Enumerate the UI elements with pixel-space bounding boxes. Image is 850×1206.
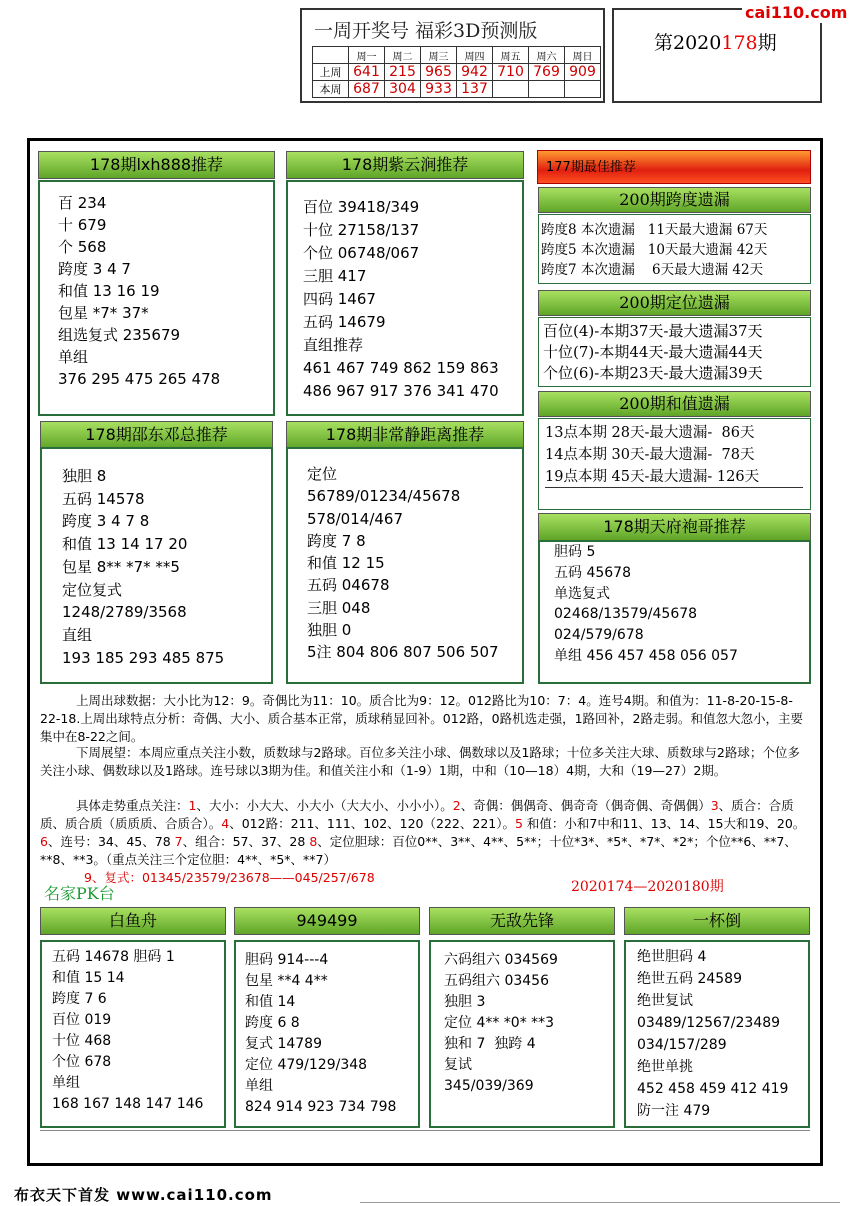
content-line: 包星 *7* 37* [58, 304, 149, 322]
this-week-number: 933 [421, 81, 457, 98]
analysis-last-week: 上周出球数据：大小比为12：9。奇偶比为11：10。质合比为9：12。012路比为10：7：4。连号4期。和值为：11-8-20-15-8-22-18.上周出球特点分析：奇偶、大小、质合基本正常，质球稍显回补。012路，0路机选走强，1路回补，2路走弱。和值忽大忽小，主要集中在8-22之间。 [40, 693, 804, 744]
pk-title: 名家PK台 [44, 884, 115, 903]
pk-wudi-title: 无敌先锋 [429, 907, 615, 935]
content-line: 和值 13 16 19 [58, 282, 160, 300]
content-line: 五码 45678 [554, 564, 631, 581]
content-line: 直组推荐 [303, 336, 364, 354]
panel-tianfu-title: 178期天府袍哥推荐 [538, 513, 811, 541]
content-line: 1248/2789/3568 [62, 603, 187, 622]
sum-miss-underline [545, 487, 803, 488]
content-line: 胆码 5 [554, 544, 596, 560]
content-line: 六码组六 034569 [444, 952, 558, 968]
day-header: 周四 [457, 47, 493, 64]
content-line: 直组 [62, 625, 93, 644]
content-line: 定位 4** *0* **3 [444, 1015, 555, 1031]
analysis-fushi: 9、复式：01345/23579/23678——045/257/678 [84, 870, 375, 885]
content-line: 单选复式 [554, 585, 610, 602]
this-week-number: 687 [349, 81, 385, 98]
pk-949499 [234, 940, 420, 1128]
sum-miss-box [538, 418, 811, 510]
content-line: 三胆 417 [303, 267, 367, 285]
content-line: 486 967 917 376 341 470 [303, 382, 499, 400]
panel-feichangjing [286, 447, 524, 684]
this-week-number [493, 81, 529, 98]
content-line: 包星 **4 4** [245, 973, 328, 989]
last-week-number: 965 [421, 64, 457, 81]
content-line: 防一注 479 [637, 1103, 711, 1119]
pk-yibeidao [624, 940, 810, 1128]
content-line: 绝世单挑 [637, 1059, 693, 1075]
pk-949499-content [245, 950, 396, 1118]
panel-shaodong-content [62, 465, 224, 669]
content-line: 独胆 3 [444, 994, 486, 1010]
content-line: 五码 04678 [307, 576, 390, 595]
content-line: 个位 06748/067 [303, 244, 420, 262]
pk-yibeidao-content [637, 946, 788, 1122]
content-line: 个位 678 [52, 1054, 112, 1070]
pos-miss-row: 十位(7)-本期44天-最大遗漏44天 [543, 343, 763, 361]
content-line: 十位 468 [52, 1033, 112, 1049]
content-line: 绝世复试 [637, 993, 693, 1009]
content-line: 组选复式 235679 [58, 326, 181, 344]
day-header: 周日 [565, 47, 601, 64]
content-line: 单组 [245, 1078, 273, 1094]
content-line: 定位 [307, 465, 338, 483]
pk-baiyuzhou-title: 白鱼舟 [40, 907, 226, 935]
content-line: 百位 39418/349 [303, 198, 420, 216]
day-header: 周一 [349, 47, 385, 64]
sum-miss-row: 19点本期 45天-最大遗漏- 126天 [545, 469, 760, 485]
pk-949499-title: 949499 [234, 907, 420, 935]
pos-miss-box [538, 317, 811, 387]
content-line: 跨度 7 6 [52, 991, 107, 1007]
pk-baiyuzhou [40, 940, 226, 1128]
this-week-number: 304 [385, 81, 421, 98]
content-line: 独和 7 独跨 4 [444, 1036, 536, 1052]
content-line: 376 295 475 265 478 [58, 370, 221, 388]
pk-wudi-content [444, 950, 558, 1097]
content-line: 个 568 [58, 238, 107, 256]
content-line: 452 458 459 412 419 [637, 1081, 789, 1097]
last-week-number: 769 [529, 64, 565, 81]
content-line: 跨度 3 4 7 [58, 260, 131, 278]
day-header: 周三 [421, 47, 457, 64]
content-line: 四码 1467 [303, 290, 376, 308]
content-line: 034/157/289 [637, 1037, 727, 1053]
content-line: 824 914 923 734 798 [245, 1099, 397, 1115]
this-week-number: 137 [457, 81, 493, 98]
content-line: 跨度 3 4 7 8 [62, 512, 150, 531]
pos-miss-row: 个位(6)-本期23天-最大遗漏39天 [543, 364, 763, 382]
panel-feichangjing-title: 178期非常静距离推荐 [286, 421, 524, 449]
panel-lxh888-title: 178期lxh888推荐 [38, 151, 275, 179]
content-line: 和值 12 15 [307, 554, 385, 573]
site-logo[interactable]: cai110.com [742, 2, 850, 23]
content-line: 02468/13579/45678 [554, 606, 698, 623]
content-line: 复式 14789 [245, 1036, 322, 1052]
content-line: 024/579/678 [554, 627, 644, 644]
footer-text[interactable]: 布衣天下首发 www.cai110.com [14, 1186, 273, 1204]
content-line: 五码 14679 [303, 313, 386, 331]
day-header: 周六 [529, 47, 565, 64]
sum-miss-row: 13点本期 28天-最大遗漏- 86天 [545, 425, 755, 441]
last-week-number: 710 [493, 64, 529, 81]
content-line: 独胆 0 [307, 621, 352, 640]
last-week-number: 215 [385, 64, 421, 81]
content-line: 十位 27158/137 [303, 221, 420, 239]
panel-shaodong [40, 447, 273, 684]
content-line: 和值 13 14 17 20 [62, 535, 188, 554]
content-line: 绝世胆码 4 [637, 949, 707, 965]
content-line: 三胆 048 [307, 598, 371, 617]
content-line: 百位 019 [52, 1012, 112, 1028]
content-line: 胆码 914---4 [245, 952, 329, 968]
weekly-title: 一周开奖号 福彩3D预测版 [314, 20, 538, 42]
pos-miss-row: 百位(4)-本期37天-最大遗漏37天 [543, 322, 763, 340]
content-line: 和值 15 14 [52, 970, 125, 986]
content-line: 和值 14 [245, 994, 296, 1010]
analysis-trend: 具体走势重点关注：1、大小：小大大、小大小（大大小、小小小）。2、奇偶：偶偶奇、偶奇奇（偶奇偶、奇偶偶）3、质合：合质质、质合质（质质质、合质合）。4、012路：211、111、102、120（222、221）。5 和值：小和7中和11、13、14、15大和19、20。6、连号：34、45、78 7、组合：57、37、28 8、定位胆球：百位0**、3**、4**、5**；十位*3*、*5*、*7*、*2*；个位**6、**7、**8、**3。（重点关注三个定位胆：4**、*5*、**7） [40, 798, 806, 867]
content-line: 五码 14678 胆码 1 [52, 949, 175, 965]
last-week-number: 641 [349, 64, 385, 81]
content-line: 五码 14578 [62, 489, 145, 508]
last-week-label: 上周 [313, 64, 349, 81]
content-line: 578/014/467 [307, 509, 403, 528]
content-line: 56789/01234/45678 [307, 487, 461, 506]
span-miss-row: 跨度5 本次遗漏 10天最大遗漏 42天 [541, 242, 768, 258]
span-miss-row: 跨度8 本次遗漏 11天最大遗漏 67天 [541, 222, 768, 238]
content-line: 十 679 [58, 216, 107, 234]
last-week-number: 909 [565, 64, 601, 81]
content-line: 复试 [444, 1057, 472, 1073]
content-line: 绝世五码 24589 [637, 971, 742, 987]
panel-lxh888 [38, 180, 275, 416]
panel-ziyunjian-content [303, 196, 499, 403]
best-recommend-title: 177期最佳推荐 [537, 150, 811, 184]
content-line: 五码组六 03456 [444, 973, 549, 989]
content-line: 03489/12567/23489 [637, 1015, 781, 1031]
content-line: 193 185 293 485 875 [62, 648, 225, 667]
panel-lxh888-content [58, 192, 220, 390]
content-line: 跨度 7 8 [307, 531, 366, 550]
pk-bottom-line [40, 1130, 810, 1131]
pos-miss-title: 200期定位遗漏 [538, 290, 811, 316]
panel-ziyunjian-title: 178期紫云涧推荐 [286, 151, 524, 179]
span-miss-box [538, 214, 811, 284]
footer-line [360, 1202, 840, 1203]
content-line: 百 234 [58, 194, 107, 212]
content-line: 定位复式 [62, 580, 123, 599]
day-header: 周五 [493, 47, 529, 64]
content-line: 5注 804 806 807 506 507 [307, 643, 499, 662]
content-line: 跨度 6 8 [245, 1015, 300, 1031]
content-line: 单组 456 457 458 056 057 [554, 647, 738, 664]
content-line: 单组 [58, 348, 89, 366]
pk-baiyuzhou-content [52, 947, 203, 1115]
content-line: 单组 [52, 1075, 80, 1091]
pk-yibeidao-title: 一杯倒 [624, 907, 810, 935]
day-header: 周二 [385, 47, 421, 64]
span-miss-row: 跨度7 本次遗漏 6天最大遗漏 42天 [541, 262, 764, 278]
weekly-table [312, 46, 601, 98]
this-week-label: 本周 [313, 81, 349, 98]
last-week-number: 942 [457, 64, 493, 81]
sum-miss-title: 200期和值遗漏 [538, 391, 811, 417]
this-week-number [565, 81, 601, 98]
period-title: 第2020178期 [654, 32, 777, 54]
sum-miss-row: 14点本期 30天-最大遗漏- 78天 [545, 447, 755, 463]
panel-ziyunjian [286, 180, 524, 416]
content-line: 独胆 8 [62, 467, 107, 485]
content-line: 461 467 749 862 159 863 [303, 359, 499, 377]
span-miss-title: 200期跨度遗漏 [538, 187, 811, 213]
content-line: 定位 479/129/348 [245, 1057, 368, 1073]
pk-range: 2020174—2020180期 [571, 879, 724, 895]
analysis-outlook: 下周展望：本周应重点关注小数，质数球与2路球。百位多关注小球、偶数球以及1路球；十位多关注大球、质数球与2路球；个位多关注小球、偶数球以及1路球。连号球以3期为佳。和值关注小和（1-9）1期，中和（10—18）4期，大和（19—27）2期。 [40, 745, 800, 778]
panel-shaodong-title: 178期邵东邓总推荐 [40, 421, 273, 449]
this-week-number [529, 81, 565, 98]
panel-feichangjing-content [307, 463, 499, 664]
content-line: 包星 8** *7* **5 [62, 557, 180, 576]
content-line: 345/039/369 [444, 1078, 534, 1094]
weekly-draw-box [300, 8, 605, 103]
panel-tianfu-content [554, 542, 738, 667]
pk-wudi [429, 940, 615, 1128]
panel-tianfu [538, 540, 811, 684]
content-line: 168 167 148 147 146 [52, 1096, 204, 1112]
